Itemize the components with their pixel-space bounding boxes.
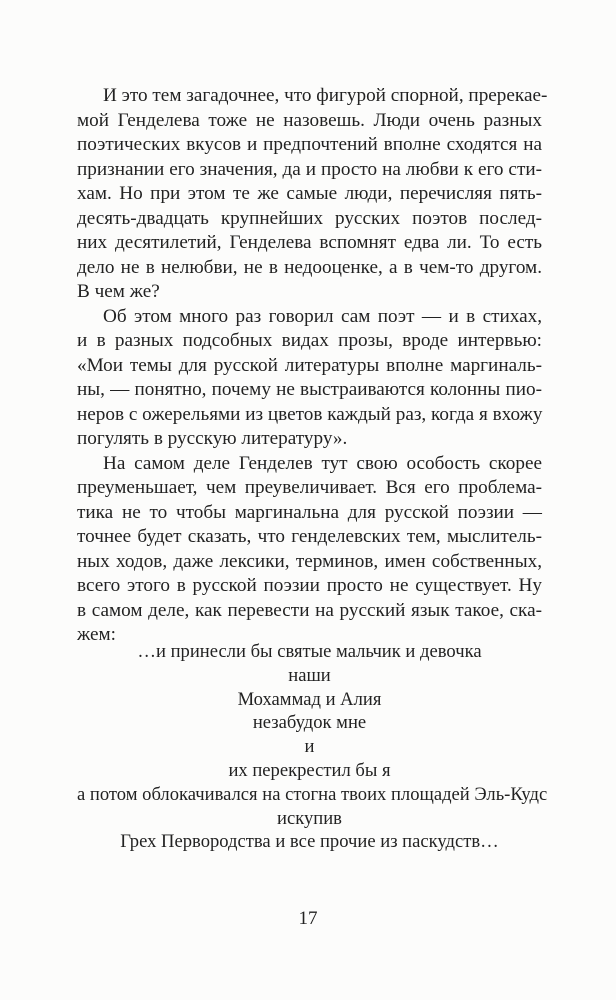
text-line: В чем же? (77, 281, 160, 302)
text-line: ны, — понятно, почему не выстраиваются колонны пио- (77, 379, 542, 400)
poem-verse: искупив (277, 807, 342, 829)
text-line: Об этом много раз говорил сам поэт — и в стихах, (103, 305, 542, 327)
text-line: «Мои темы для русской литературы вполне маргиналь- (77, 354, 542, 376)
text-line: хам. Но при этом те же самые люди, перечисляя пять- (77, 183, 542, 204)
poem-verse: Грех Первородства и все прочие из паскудств… (120, 831, 499, 853)
poem-verse: …и принесли бы святые мальчик и девочка (137, 641, 482, 662)
paragraph-3 (77, 452, 542, 648)
poem-verse: а потом облокачивался на стогна твоих площадей Эль-Кудс (77, 783, 548, 805)
paragraph-1 (77, 84, 548, 305)
text-line: ных ходов, даже лексики, терминов, имен собственных, (77, 550, 542, 572)
text-line: поэтических вкусов и предпочтений вполне сходятся на (77, 134, 542, 155)
poem-verse: наши (288, 664, 331, 686)
prose-body (77, 84, 548, 648)
poem-verse: незабудок мне (252, 712, 367, 734)
poem-quote (77, 640, 548, 854)
text-line: дело не в нелюбви, не в недооценке, а в чем-то другом. (77, 256, 542, 278)
poem-verse: и (304, 736, 315, 758)
text-line: точнее будет сказать, что генделевских тем, мыслитель- (77, 526, 542, 547)
text-line: погулять в русскую литературу». (77, 428, 348, 449)
text-line: жем: (77, 624, 116, 645)
text-line: И это тем загадочнее, что фигурой спорной, пререкае- (103, 85, 548, 106)
paragraph-2 (77, 305, 542, 452)
text-line: На самом деле Генделев тут свою особость скорее (103, 452, 542, 474)
text-line: в самом деле, как перевести на русский язык такое, ска- (77, 599, 542, 621)
text-line: всего этого в русской поэзии просто не существует. Ну (77, 575, 542, 596)
poem-verse: Мохаммад и Алия (237, 688, 382, 710)
text-line: неров с ожерельями из цветов каждый раз, когда я вхожу (77, 403, 543, 425)
text-line: десять-двадцать крупнейших русских поэтов послед- (77, 207, 542, 229)
text-line: преуменьшает, чем преувеличивает. Вся его проблема- (77, 477, 542, 498)
poem-verse: их перекрестил бы я (228, 759, 391, 781)
text-line: и в разных подсобных видах прозы, вроде интервью: (77, 330, 542, 351)
page-number: 17 (298, 908, 318, 929)
text-line: мой Генделева тоже не назовешь. Люди очень разных (77, 109, 542, 131)
text-line: тика не то чтобы маргинальна для русской поэзии — (77, 501, 542, 523)
text-line: них десятилетий, Генделева вспомнят едва ли. То есть (77, 232, 542, 253)
text-line: признании его значения, да и просто на любви к его сти- (77, 158, 542, 180)
